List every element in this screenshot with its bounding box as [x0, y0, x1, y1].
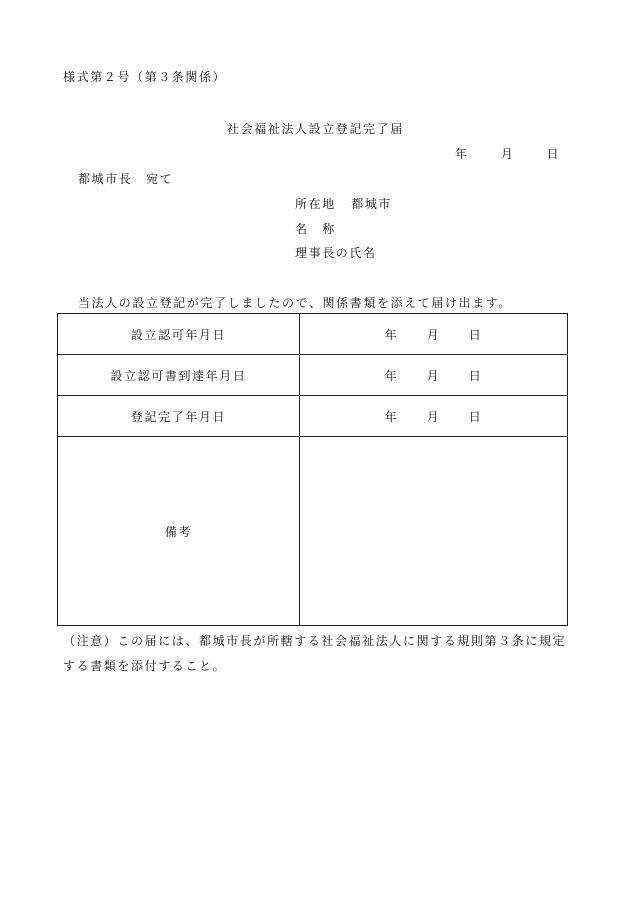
address-label: 所在地 — [295, 197, 336, 211]
date-day-label: 日 — [468, 327, 483, 342]
date-day-label: 日 — [468, 409, 483, 424]
name-label: 名 称 — [295, 222, 336, 236]
address-row — [295, 195, 392, 212]
remarks-field[interactable] — [300, 437, 568, 626]
date-day-label: 日 — [546, 147, 559, 161]
table-row — [58, 396, 568, 437]
date-year-label: 年 — [384, 368, 399, 383]
table-row — [58, 355, 568, 396]
date-year-label: 年 — [455, 147, 468, 161]
date-year-label: 年 — [384, 327, 399, 342]
date-year-label: 年 — [384, 409, 399, 424]
chairman-label: 理事長の氏名 — [295, 246, 377, 260]
date-cell — [300, 314, 568, 355]
date-cell — [300, 396, 568, 437]
date-cell — [300, 355, 568, 396]
addressee: 都城市長 宛て — [78, 172, 174, 186]
registration-table — [57, 313, 568, 626]
statement: 当法人の設立登記が完了しましたので、関係書類を添えて届け出ます。 — [78, 296, 513, 310]
page-title: 社会福祉法人設立登記完了届 — [227, 122, 404, 136]
submission-date — [455, 145, 559, 162]
note-line-1: （注意）この届には、都城市長が所轄する社会福祉法人に関する規則第３条に規定 — [63, 634, 567, 648]
note-line-2: する書類を添付すること。 — [63, 659, 227, 673]
date-month-label: 月 — [500, 147, 513, 161]
row-label: 設立認可年月日 — [58, 314, 300, 355]
form-number: 様式第２号（第３条関係） — [63, 70, 227, 84]
table-row — [58, 314, 568, 355]
date-month-label: 月 — [426, 368, 441, 383]
row-label: 設立認可書到達年月日 — [58, 355, 300, 396]
remarks-label: 備考 — [58, 437, 300, 626]
date-day-label: 日 — [468, 368, 483, 383]
date-month-label: 月 — [426, 327, 441, 342]
remarks-row — [58, 437, 568, 626]
date-month-label: 月 — [426, 409, 441, 424]
address-value: 都城市 — [351, 197, 393, 211]
row-label: 登記完了年月日 — [58, 396, 300, 437]
